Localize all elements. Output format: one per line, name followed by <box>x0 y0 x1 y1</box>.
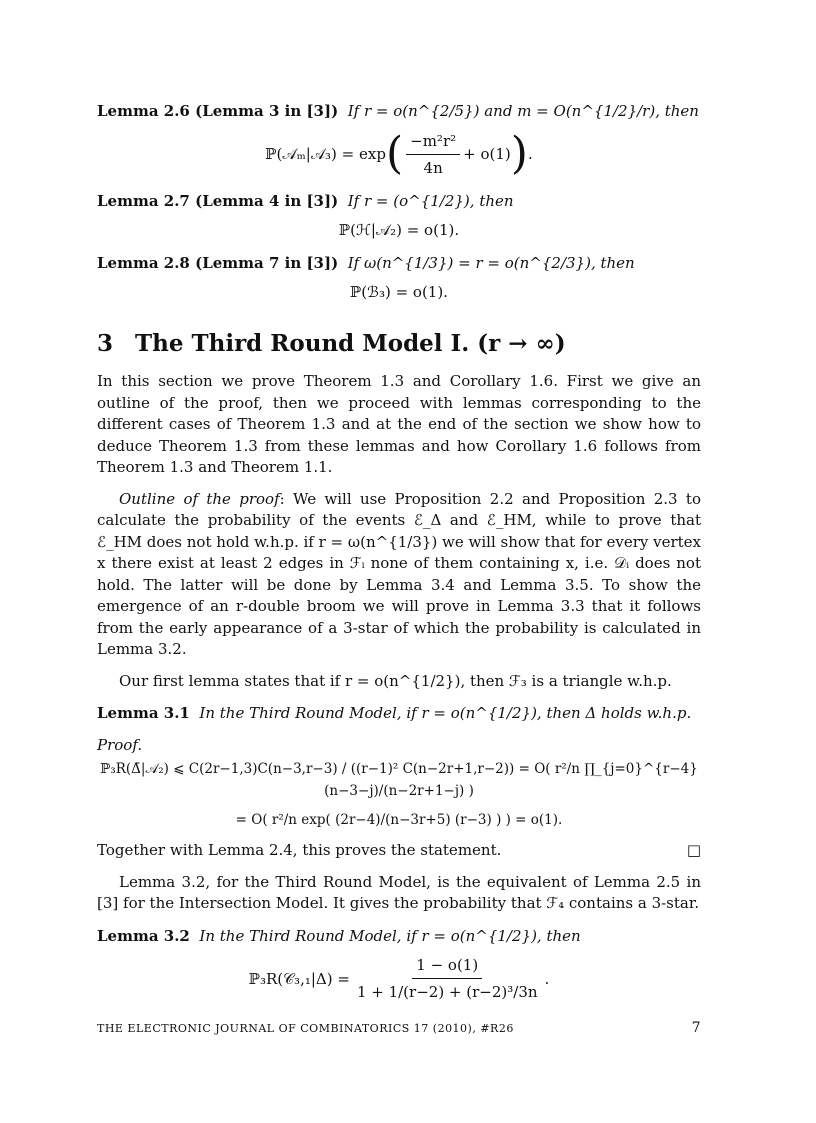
page-footer <box>97 1022 701 1035</box>
lemma-3-2-statement: In the Third Round Model, if r = o(n^{1/2}), then <box>199 926 581 945</box>
proof-equation-line-1: ℙ₃R(Δ̄|𝒜₂) ⩽ C(2r−1,3)C(n−3,r−3) / ((r−1)² C(n−2r+1,r−2)) = O( r²/n ∏_{j=0}^{r−4} (n−3−j)/(n−2r+1−j) ) <box>100 761 698 799</box>
paragraph-lemma-3-2-intro: Lemma 3.2, for the Third Round Model, is the equivalent of Lemma 2.5 in [3] for the Intersection Model. It gives the probability that ℱ₄ contains a 3-star. <box>97 872 701 912</box>
lemma-2-8-statement: If ω(n^{1/3}) = r = o(n^{2/3}), then <box>347 254 635 272</box>
proof-label: Proof. <box>97 736 143 754</box>
page-number: 7 <box>691 1020 701 1036</box>
lemma-2-7 <box>97 190 701 212</box>
section-heading <box>97 330 701 357</box>
lemma-2-8-head: Lemma 2.8 (Lemma 7 in [3]) <box>97 254 339 272</box>
paragraph-proof-end <box>97 840 701 862</box>
lemma-3-2 <box>97 925 701 947</box>
eq-2-6-num: −m²r² <box>406 129 460 155</box>
lemma-2-6-statement: If r = o(n^{2/5}) and m = O(n^{1/2}/r), then <box>347 102 699 120</box>
proof-equation-line-2: = O( r²/n exp( (2r−4)/(n−3r+5) (r−3) ) ) = o(1). <box>235 812 563 828</box>
paragraph-outline <box>97 489 701 661</box>
qed-symbol: □ <box>686 841 701 859</box>
eq-3-2-left: ℙ₃R(𝒞₃,₁|Δ) = <box>248 969 350 988</box>
eq-2-6-left: ℙ(𝒜ₘ|𝒜₃) = exp <box>265 145 386 163</box>
lemma-3-1 <box>97 702 701 724</box>
lemma-2-7-head: Lemma 2.7 (Lemma 4 in [3]) <box>97 192 339 210</box>
lemma-3-1-head: Lemma 3.1 <box>97 704 190 722</box>
paragraph-first-lemma: Our first lemma states that if r = o(n^{1/2}), then ℱ₃ is a triangle w.h.p. <box>119 671 672 690</box>
page-body <box>97 100 701 1015</box>
lemma-2-7-statement: If r = (o^{1/2}), then <box>347 192 514 210</box>
paragraph-intro: In this section we prove Theorem 1.3 and Corollary 1.6. First we give an outline of the proof, then we proceed with lemmas corresponding to the different cases of Theorem 1.3 and at the end of the section we show how to deduce Theorem 1.3 from these lemmas and how Corollary 1.6 follows from Theorem 1.3 and Theorem 1.1. <box>97 372 701 476</box>
eq-2-6-end: . <box>527 145 533 163</box>
outline-text: : We will use Proposition 2.2 and Proposition 2.3 to calculate the probability of the events ℰ_Δ and ℰ_HM, while to prove that ℰ_HM does not hold w.h.p. if r = ω(n^{1/3}) we will show that for every vertex x there exist at least 2 edges in ℱᵢ none of them containing x, i.e. 𝒟ᵢ does not hold. The latter will be done by Lemma 3.4 and Lemma 3.5. To show the emergence of an r-double broom we will prove in Lemma 3.3 that it follows from the early appearance of a 3-star of which the probability is calculated in Lemma 3.2. <box>97 489 702 658</box>
lemma-3-2-head: Lemma 3.2 <box>97 926 190 945</box>
outline-label: Outline of the proof <box>119 489 280 508</box>
equation-3-2 <box>97 953 701 1005</box>
eq-3-2-end: . <box>544 969 550 988</box>
eq-3-2-num: 1 − o(1) <box>412 953 482 979</box>
lemma-2-6 <box>97 100 701 122</box>
equation-2-8: ℙ(ℬ₃) = o(1). <box>350 283 448 301</box>
proof-end-text: Together with Lemma 2.4, this proves the statement. <box>97 841 502 859</box>
lemma-2-6-head: Lemma 2.6 (Lemma 3 in [3]) <box>97 102 339 120</box>
lemma-3-1-statement: In the Third Round Model, if r = o(n^{1/2}), then Δ holds w.h.p. <box>199 704 692 722</box>
lemma-2-8 <box>97 252 701 274</box>
eq-2-6-den: 4n <box>423 158 443 177</box>
section-number: 3 <box>97 330 114 357</box>
eq-3-2-den: 1 + 1/(r−2) + (r−2)³/3n <box>356 983 538 1001</box>
section-title: The Third Round Model I. (r → ∞) <box>135 330 566 357</box>
eq-2-6-tail: + o(1) <box>463 145 511 163</box>
equation-2-7: ℙ(ℋ|𝒜₂) = o(1). <box>338 221 460 239</box>
journal-citation: THE ELECTRONIC JOURNAL OF COMBINATORICS 17 (2010), #R26 <box>97 1022 514 1035</box>
equation-2-6: ℙ(𝒜ₘ|𝒜₃) = exp ( $\frac{\text{−m²r²}}{4n}$ + o(1) ) . <box>265 128 533 179</box>
